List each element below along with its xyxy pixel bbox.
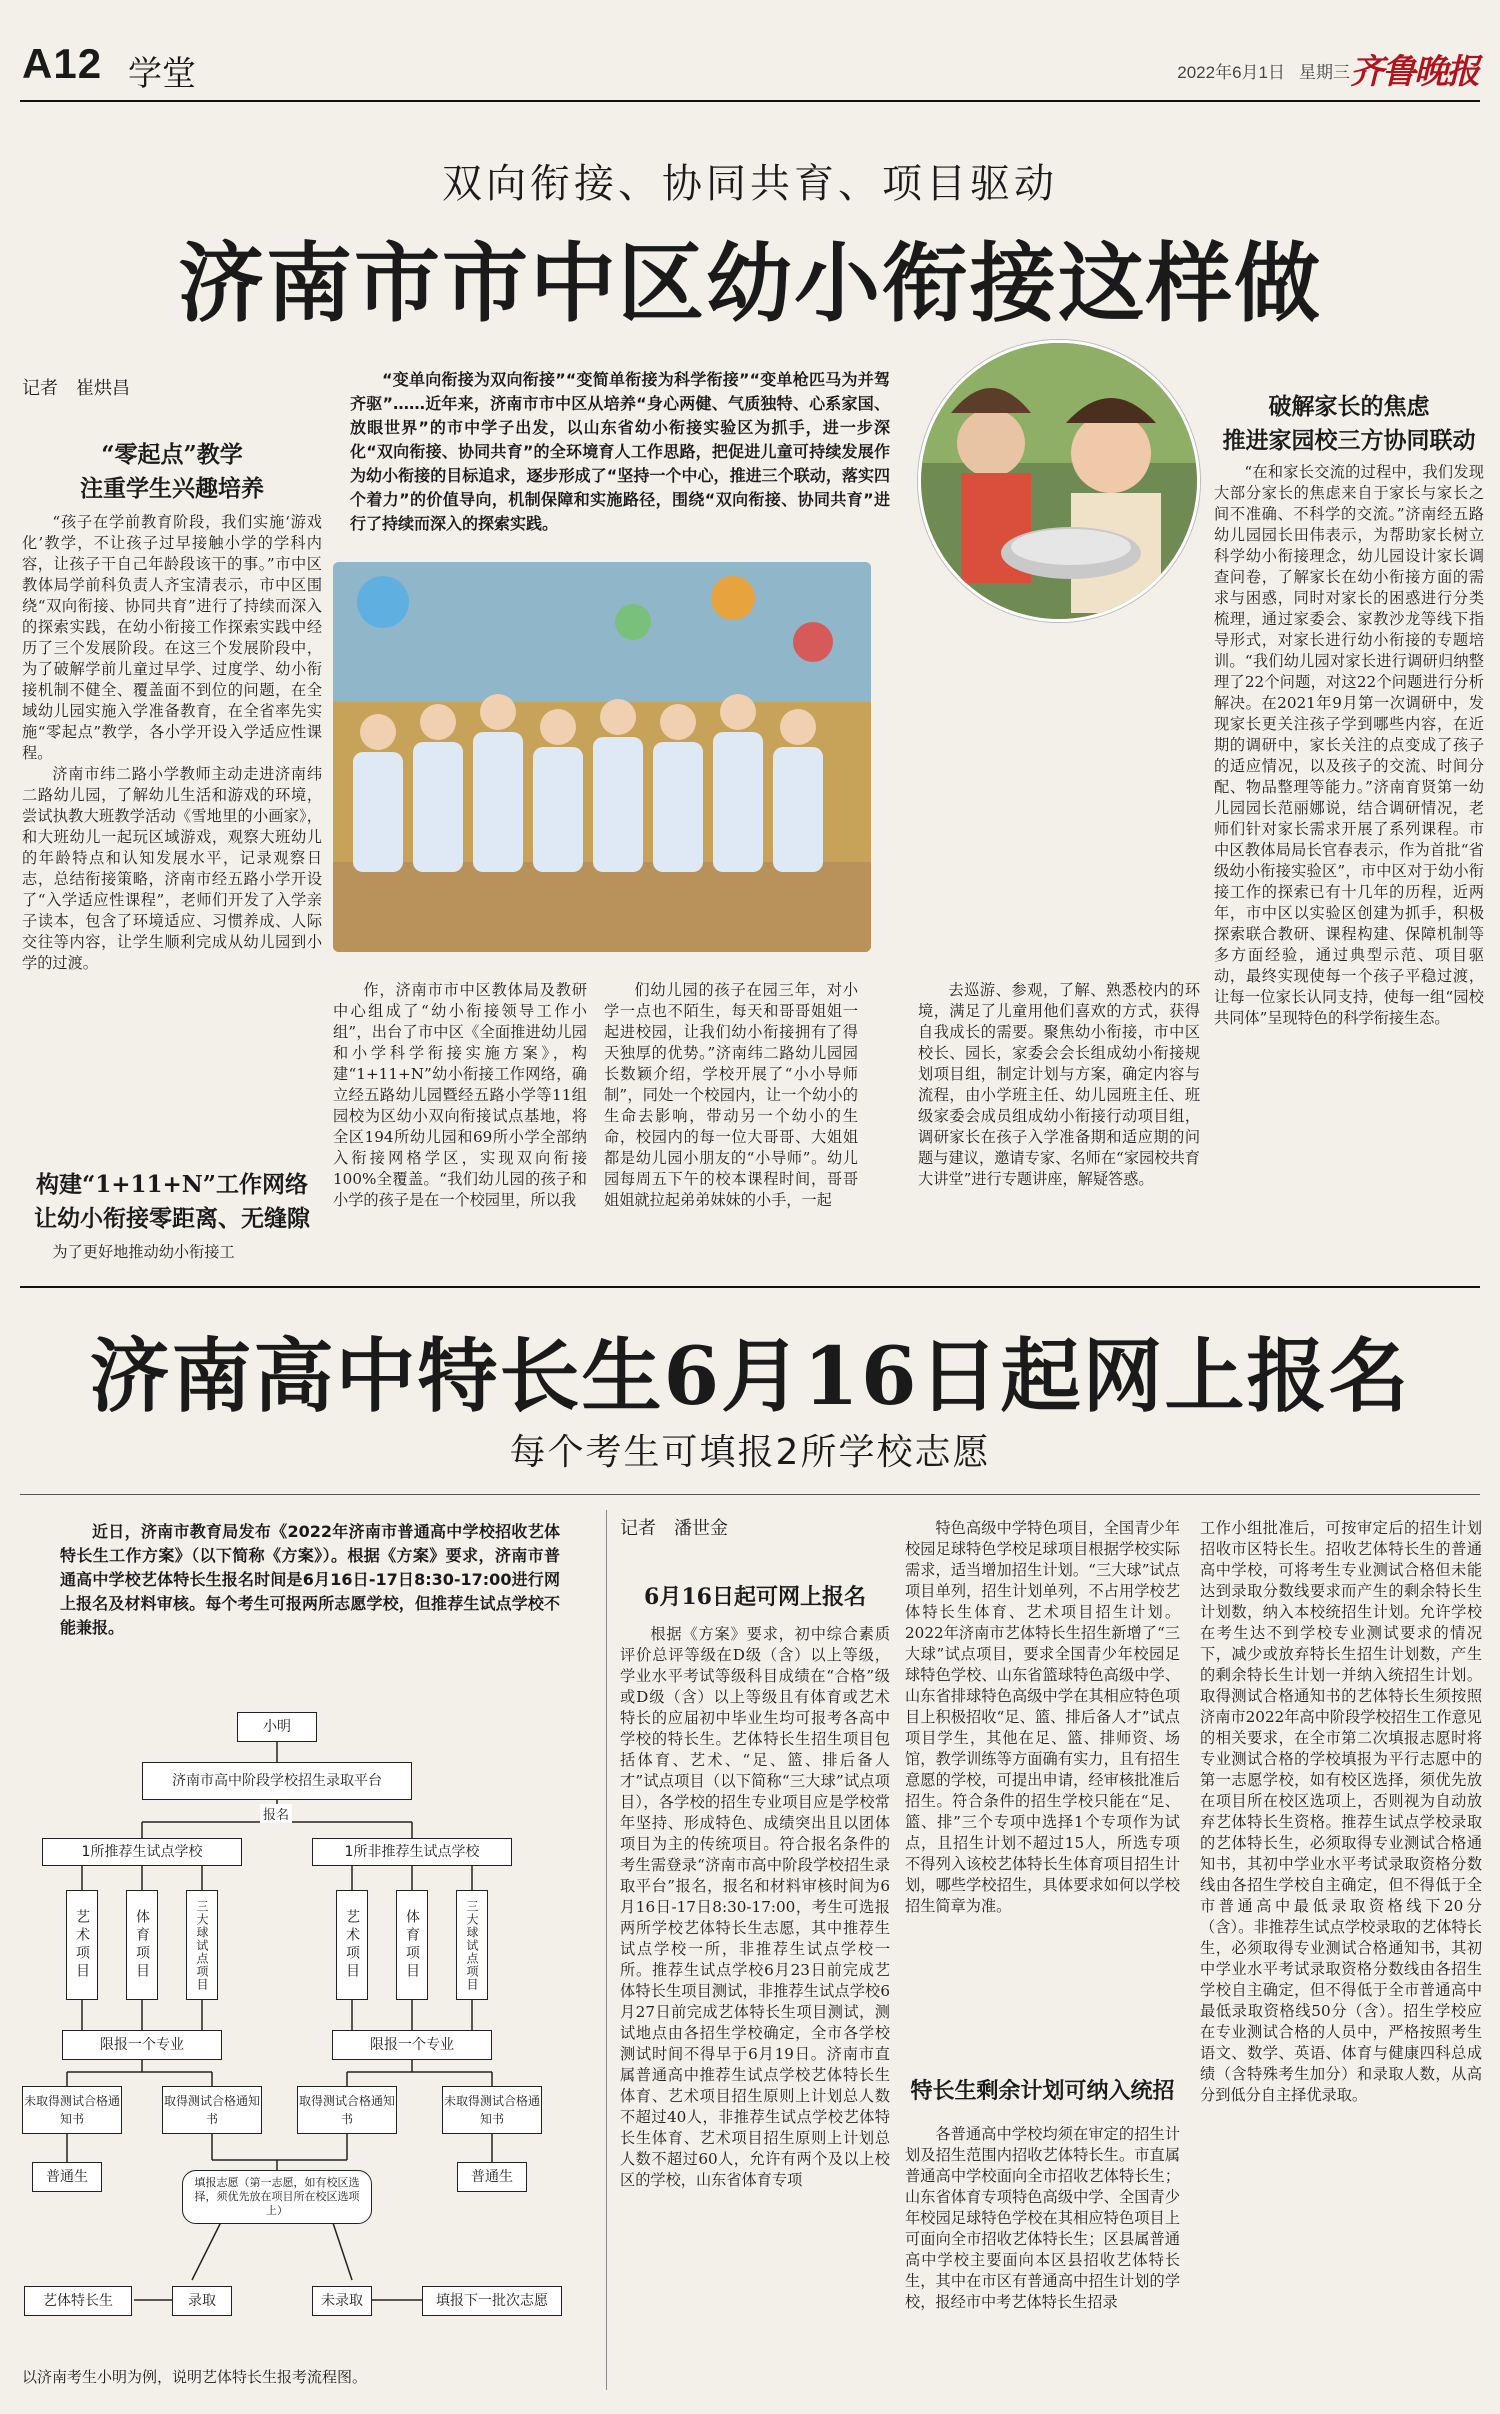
article2-col2b-text: 各普通高中学校均须在审定的招生计划及招生范围内招收艺体特长生。市直属普通高中学校面向全市招收艺体特长生；山东省体育专项特色高级中学、全国青少年校园足球特色学校在其相应特色项目上可面向全市招收艺体特长生；区县属普通高中学校主要面向本区县招收艺体特长生，其中在市区有普通高中招生计划的学校，报经市中考艺体特长生招录 [905, 2125, 1180, 2311]
flow-right-item-ball: 三大球试点项目 [456, 1890, 488, 2000]
article1-col1c [22, 1242, 322, 1266]
flow-right-school: 1所非推荐生试点学校 [312, 1838, 512, 1866]
col1-para1: “孩子在学前教育阶段，我们实施‘游戏化’教学，不让孩子过早接触小学的学科内容，让孩子干自己年龄段该干的事。”市中区教体局学前科负责人齐宝清表示，市中区围绕“双向衔接、协同共育”进行了持续而深入的探索实践，在幼小衔接工作探索实践中经历了三个发展阶段。在这三个发展阶段中，为了破解学前儿童过早学、过度学、幼小衔接机制不健全、覆盖面不到位的问题，在全域幼儿园实施入学准备教育，在全省率先实施“零起点”教学，各小学开设入学适应性课程。 [22, 513, 322, 762]
col2-text: 作，济南市市中区教体局及教研中心组成了“幼小衔接领导工作小组”，出台了市中区《全面推进幼儿园和小学科学衔接实施方案》，构建“1+11+N”幼小衔接工作网络，确立经五路幼儿园暨经五路小学等11组园校为区幼小双向衔接试点基地，将全区194所幼儿园和69所小学全部纳入衔接网格学区，实现双向衔接100%全覆盖。“我们幼儿园的孩子和小学的孩子是在一个校园里，所以我 [333, 981, 587, 1209]
article2-lead [60, 1520, 560, 1690]
col1-para3: 为了更好地推动幼小衔接工 [52, 1243, 235, 1261]
subhead-3-line2: 推进家园校三方协同联动 [1222, 427, 1476, 454]
article2-col1 [620, 1624, 890, 2394]
col1-para2: 济南市纬二路小学教师主动走进济南纬二路幼儿园，了解幼儿生活和游戏的环境，尝试执教大班教学活动《雪地里的小画家》，和大班幼儿一起玩区域游戏，观察大班幼儿的年龄特点和认知发展水平，记录观察日志，总结衔接策略，济南市经五路小学开设了“入学适应性课程”，老师们开发了入学亲子读本，包含了环境适应、习惯养成、人际交往等内容，让学生顺利完成从幼儿园到小学的过渡。 [22, 765, 322, 972]
flow-not-admit: 未录取 [312, 2286, 372, 2316]
flow-signup: 报名 [260, 1804, 292, 1823]
article1-col5 [1214, 462, 1484, 1268]
lead-text: “变单向衔接为双向衔接”“变简单衔接为科学衔接”“变单枪匹马为并驾齐驱”……近年来，济南市市中区从培养“身心两健、气质独特、心系家国、放眼世界”的市中学子出发，以山东省幼小衔接实验区为抓手，进一步深化“双向衔接、协同共育”的全环境育人工作思路，把促进儿童可持续发展作为幼小衔接的目标追求，逐步形成了“坚持一个中心，推进三个联动，落实四个着力”的价值导向，机制保障和实施路径，围绕“双向衔接、协同共育”进行了持续而深入的探索实践。 [350, 370, 890, 533]
col4-text: 去巡游、参观，了解、熟悉校内的环境，满足了儿童用他们喜欢的方式，获得自我成长的需要。聚焦幼小衔接，市中区校长、园长，家委会会长组成幼小衔接规划项目组，制定计划与方案，确定内容与流程，由小学班主任、幼儿园班主任、班级家委会成员组成幼小衔接行动项目组，调研家长在孩子入学准备期和适应期的问题与建议，邀请专家、名师在“家园校共育大讲堂”进行专题讲座，解疑答惑。 [918, 981, 1200, 1188]
flow-left-school: 1所推荐生试点学校 [42, 1838, 242, 1866]
flow-right-yes: 取得测试合格通知书 [297, 2086, 397, 2134]
article1-col4 [918, 980, 1200, 1270]
article1-subhead-3 [1214, 390, 1484, 458]
flow-left-yes: 取得测试合格通知书 [162, 2086, 262, 2134]
section-name: 学堂 [128, 55, 196, 93]
admission-flowchart [22, 1700, 602, 2350]
column-divider [606, 1510, 607, 2390]
article1-headline: 济南市市中区幼小衔接这样做 [178, 233, 1322, 334]
subhead-2-line2: 让幼小衔接零距离、无缝隙 [34, 1205, 310, 1232]
article-divider [20, 1286, 1480, 1288]
article1-subhead-2 [22, 1168, 322, 1236]
article1-byline: 记者 崔烘昌 [22, 378, 130, 398]
article2-subhead: 每个考生可填报2所学校志愿 [509, 1432, 991, 1473]
flow-limit-left: 限报一个专业 [62, 2030, 222, 2060]
article1-col3 [604, 980, 858, 1270]
article2-col2-text: 特色高级中学特色项目，全国青少年校园足球特色学校足球项目根据学校实际需求，适当增加招生计划。“三大球”试点项目单列，招生计划单列，不占用学校艺体特长生体育、艺术项目招生计划。2022年济南市艺体特长生招生新增了“三大球”试点项目，要求全国青少年校园足球特色学校、山东省篮球特色高级中学、山东省排球特色高级中学在其相应特色项目上积极招收“足、篮、排后备人才”试点项目学生，其他在足、篮、排师资、场馆，教学训练等方面确有实力，且有招生意愿的学校，可提出申请，经审核批准后招生。符合条件的招生学校只能在“足、篮、排”三个专项中选择1个专项作为试点，且招生计划不超过15人，所选专项不得列入该校艺体特长生体育项目招生计划，哪些学校招生，具体要求如何以学校招生简章为准。 [905, 1519, 1180, 1915]
flow-next: 填报下一批次志愿 [422, 2286, 562, 2316]
page-number: A12 [22, 40, 103, 87]
flow-left-item-sport: 体育项目 [126, 1890, 158, 2000]
flow-right-no: 未取得测试合格通知书 [442, 2086, 542, 2134]
weekday: 星期三 [1299, 63, 1350, 82]
article1-kicker: 双向衔接、协同共育、项目驱动 [442, 161, 1058, 207]
flow-artsport: 艺体特长生 [24, 2286, 132, 2316]
flow-left-no: 未取得测试合格通知书 [22, 2086, 122, 2134]
subhead-1-line1: “零起点”教学 [101, 441, 243, 468]
article2-col2 [905, 1518, 1180, 2056]
col3-text: 们幼儿园的孩子在园三年，对小学一点也不陌生，每天和哥哥姐姐一起进校园，让我们幼小衔接拥有了得天独厚的优势。”济南纬二路幼儿园园长数颖介绍，学校开展了“小小导师制”，同处一个校园内，让一个幼小的生命去影响，带动另一个幼小的生命，校园内的每一位大哥哥、大姐姐都是幼儿园小朋友的“小导师”。幼儿园每周五下午的校本课程时间，哥哥姐姐就拉起弟弟妹妹的小手，一起 [604, 981, 858, 1209]
article2-byline: 记者 潘世金 [620, 1518, 728, 1538]
flow-student: 小明 [237, 1712, 317, 1742]
kids-celebrating-photo [333, 562, 871, 952]
flow-platform: 济南市高中阶段学校招生录取平台 [142, 1762, 412, 1800]
date: 2022年6月1日 [1177, 63, 1285, 82]
masthead-rule [20, 100, 1480, 102]
article2-col3 [1200, 1518, 1482, 2394]
article2-col2b [905, 2124, 1180, 2394]
article2-rule [20, 1494, 1480, 1495]
article2-lead-text: 近日，济南市教育局发布《2022年济南市普通高中学校招收艺体特长生工作方案》（以下简称《方案》）。根据《方案》要求，济南市普通高中学校艺体特长生报名时间是6月16日-17日8:30-17:00进行网上报名及材料审核。每个考生可报两所志愿学校，但推荐生试点学校不能兼报。 [60, 1522, 560, 1637]
article1-col2 [333, 980, 587, 1270]
flow-left-item-ball: 三大球试点项目 [186, 1890, 218, 2000]
flow-normal-left: 普通生 [32, 2162, 102, 2192]
article2-headline: 济南高中特长生6月16日起网上报名 [89, 1329, 1411, 1423]
subhead-1-line2: 注重学生兴趣培养 [80, 475, 264, 502]
article1-col1 [22, 512, 322, 1168]
flow-left-item-art: 艺术项目 [66, 1890, 98, 2000]
flow-admit: 录取 [172, 2286, 232, 2316]
article2-boxhead-2: 特长生剩余计划可纳入统招 [910, 2078, 1175, 2104]
article1-lead [350, 368, 890, 536]
kids-cooking-photo [918, 340, 1200, 622]
article2-boxhead-1: 6月16日起可网上报名 [644, 1584, 866, 1610]
flow-right-item-sport: 体育项目 [396, 1890, 428, 2000]
flowchart-caption: 以济南考生小明为例，说明艺体特长生报考流程图。 [22, 2368, 368, 2386]
newspaper-logo: 齐鲁晚报 [1350, 52, 1478, 92]
article2-col3-text: 工作小组批准后，可按审定后的招生计划招收市区特长生。招收艺体特长生的普通高中学校，可将考生专业测试合格但未能达到录取分数线要求而产生的剩余特长生计划数，纳入本校统招生计划。允许学校在考生达不到学校专业测试要求的情况下，减少或放弃特长生招生计划数，产生的剩余特长生计划一并纳入统招生计划。取得测试合格通知书的艺体特长生须按照济南市2022年高中阶段学校招生工作意见的相关要求，在全市第二次填报志愿时将专业测试合格的学校填报为平行志愿中的第一志愿学校，如有校区选择，须优先放在项目所在校区选项上，否则视为自动放弃艺体特长生资格。推荐生试点学校录取的艺体特长生，必须取得专业测试合格通知书，其初中学业水平考试录取资格分数线由各招生学校自主确定，但不得低于全市普通高中最低录取资格线下20分（含）。非推荐生试点学校录取的艺体特长生，必须取得专业测试合格通知书，其初中学业水平考试录取资格分数线由各招生学校自主确定，但不得低于全市普通高中最低录取资格线50分（含）。招生学校应在专业测试合格的人员中，严格按照考生语文、数学、英语、体育与健康四科总成绩（含特殊考生加分）和录取人数，从高分到低分自主择优录取。 [1200, 1519, 1482, 2104]
flow-fill: 填报志愿（第一志愿，如有校区选择，须优先放在项目所在校区选项上） [182, 2170, 372, 2224]
issue-date [1163, 58, 1350, 83]
article2-col1-text: 根据《方案》要求，初中综合素质评价总评等级在D级（含）以上等级，学业水平考试等级科目成绩在“合格”级或D级（含）以上等级且有体育或艺术特长的应届初中毕业生均可报考各高中学校的特长生。艺体特长生招生项目包括体育、艺术、“足、篮、排后备人才”试点项目（以下简称“三大球”试点项目），各学校的招生专业项目应是学校常年坚持、形成特色、成绩突出且以团体项目为主的传统项目。符合报名条件的考生需登录“济南市高中阶段学校招生录取平台”报名，报名和材料审核时间为6月16日-17日8:30-17:00，考生可选报两所学校艺体特长生志愿，其中推荐生试点学校一所，非推荐生试点学校一所。推荐生试点学校6月23日前完成艺体特长生项目测试，非推荐生试点学校6月27日前完成艺体特长生项目测试，测试地点由各招生学校确定，全市各学校测试时间不得早于6月19日。济南市直属普通高中推荐生试点学校艺体特长生体育、艺术项目招生原则上计划总人数不超过40人，非推荐生试点学校艺体特长生体育、艺术项目招生原则上计划总人数不超过60人，允许有两个及以上校区的学校，山东省体育专项 [620, 1625, 890, 2189]
article1-subhead-1 [22, 438, 322, 506]
flow-normal-right: 普通生 [457, 2162, 527, 2192]
subhead-2-line1: 构建“1+11+N”工作网络 [35, 1171, 309, 1198]
flow-limit-right: 限报一个专业 [332, 2030, 492, 2060]
flow-right-item-art: 艺术项目 [336, 1890, 368, 2000]
col5-text: “在和家长交流的过程中，我们发现大部分家长的焦虑来自于家长与家长之间不准确、不科学的交流。”济南经五路幼儿园园长田伟表示，为帮助家长树立科学幼小衔接理念，幼儿园设计家长调查问卷，了解家长在幼小衔接方面的需求与困惑，同时对家长的困惑进行分类梳理，通过家委会、家教沙龙等线下指导形式，对家长进行幼小衔接的专题培训。“我们幼儿园对家长进行调研归纳整理了22个问题，对这22个问题进行分析解决。在2021年9月第一次调研中，发现家长更关注孩子学到哪些内容，在近期的调研中，家长关注的点变成了孩子的适应情况，以及孩子的交流、时间分配、物品整理等能力。”济南育贤第一幼儿园园长范丽娜说，结合调研情况，老师们针对家长需求开展了系列课程。市中区教体局局长官春表示，作为首批“省级幼小衔接实验区”，市中区对于幼小衔接工作的探索已有十几年的历程，近两年，市中区以实验区创建为抓手，积极探索联合教研、课程构建、保障机制等多方面经验，通过典型示范、项目驱动，最终实现使每一个孩子平稳过渡，让每一位家长认同支持，使每一组“园校共同体”呈现特色的科学衔接生态。 [1214, 463, 1484, 1027]
subhead-3-line1: 破解家长的焦虑 [1268, 393, 1430, 420]
